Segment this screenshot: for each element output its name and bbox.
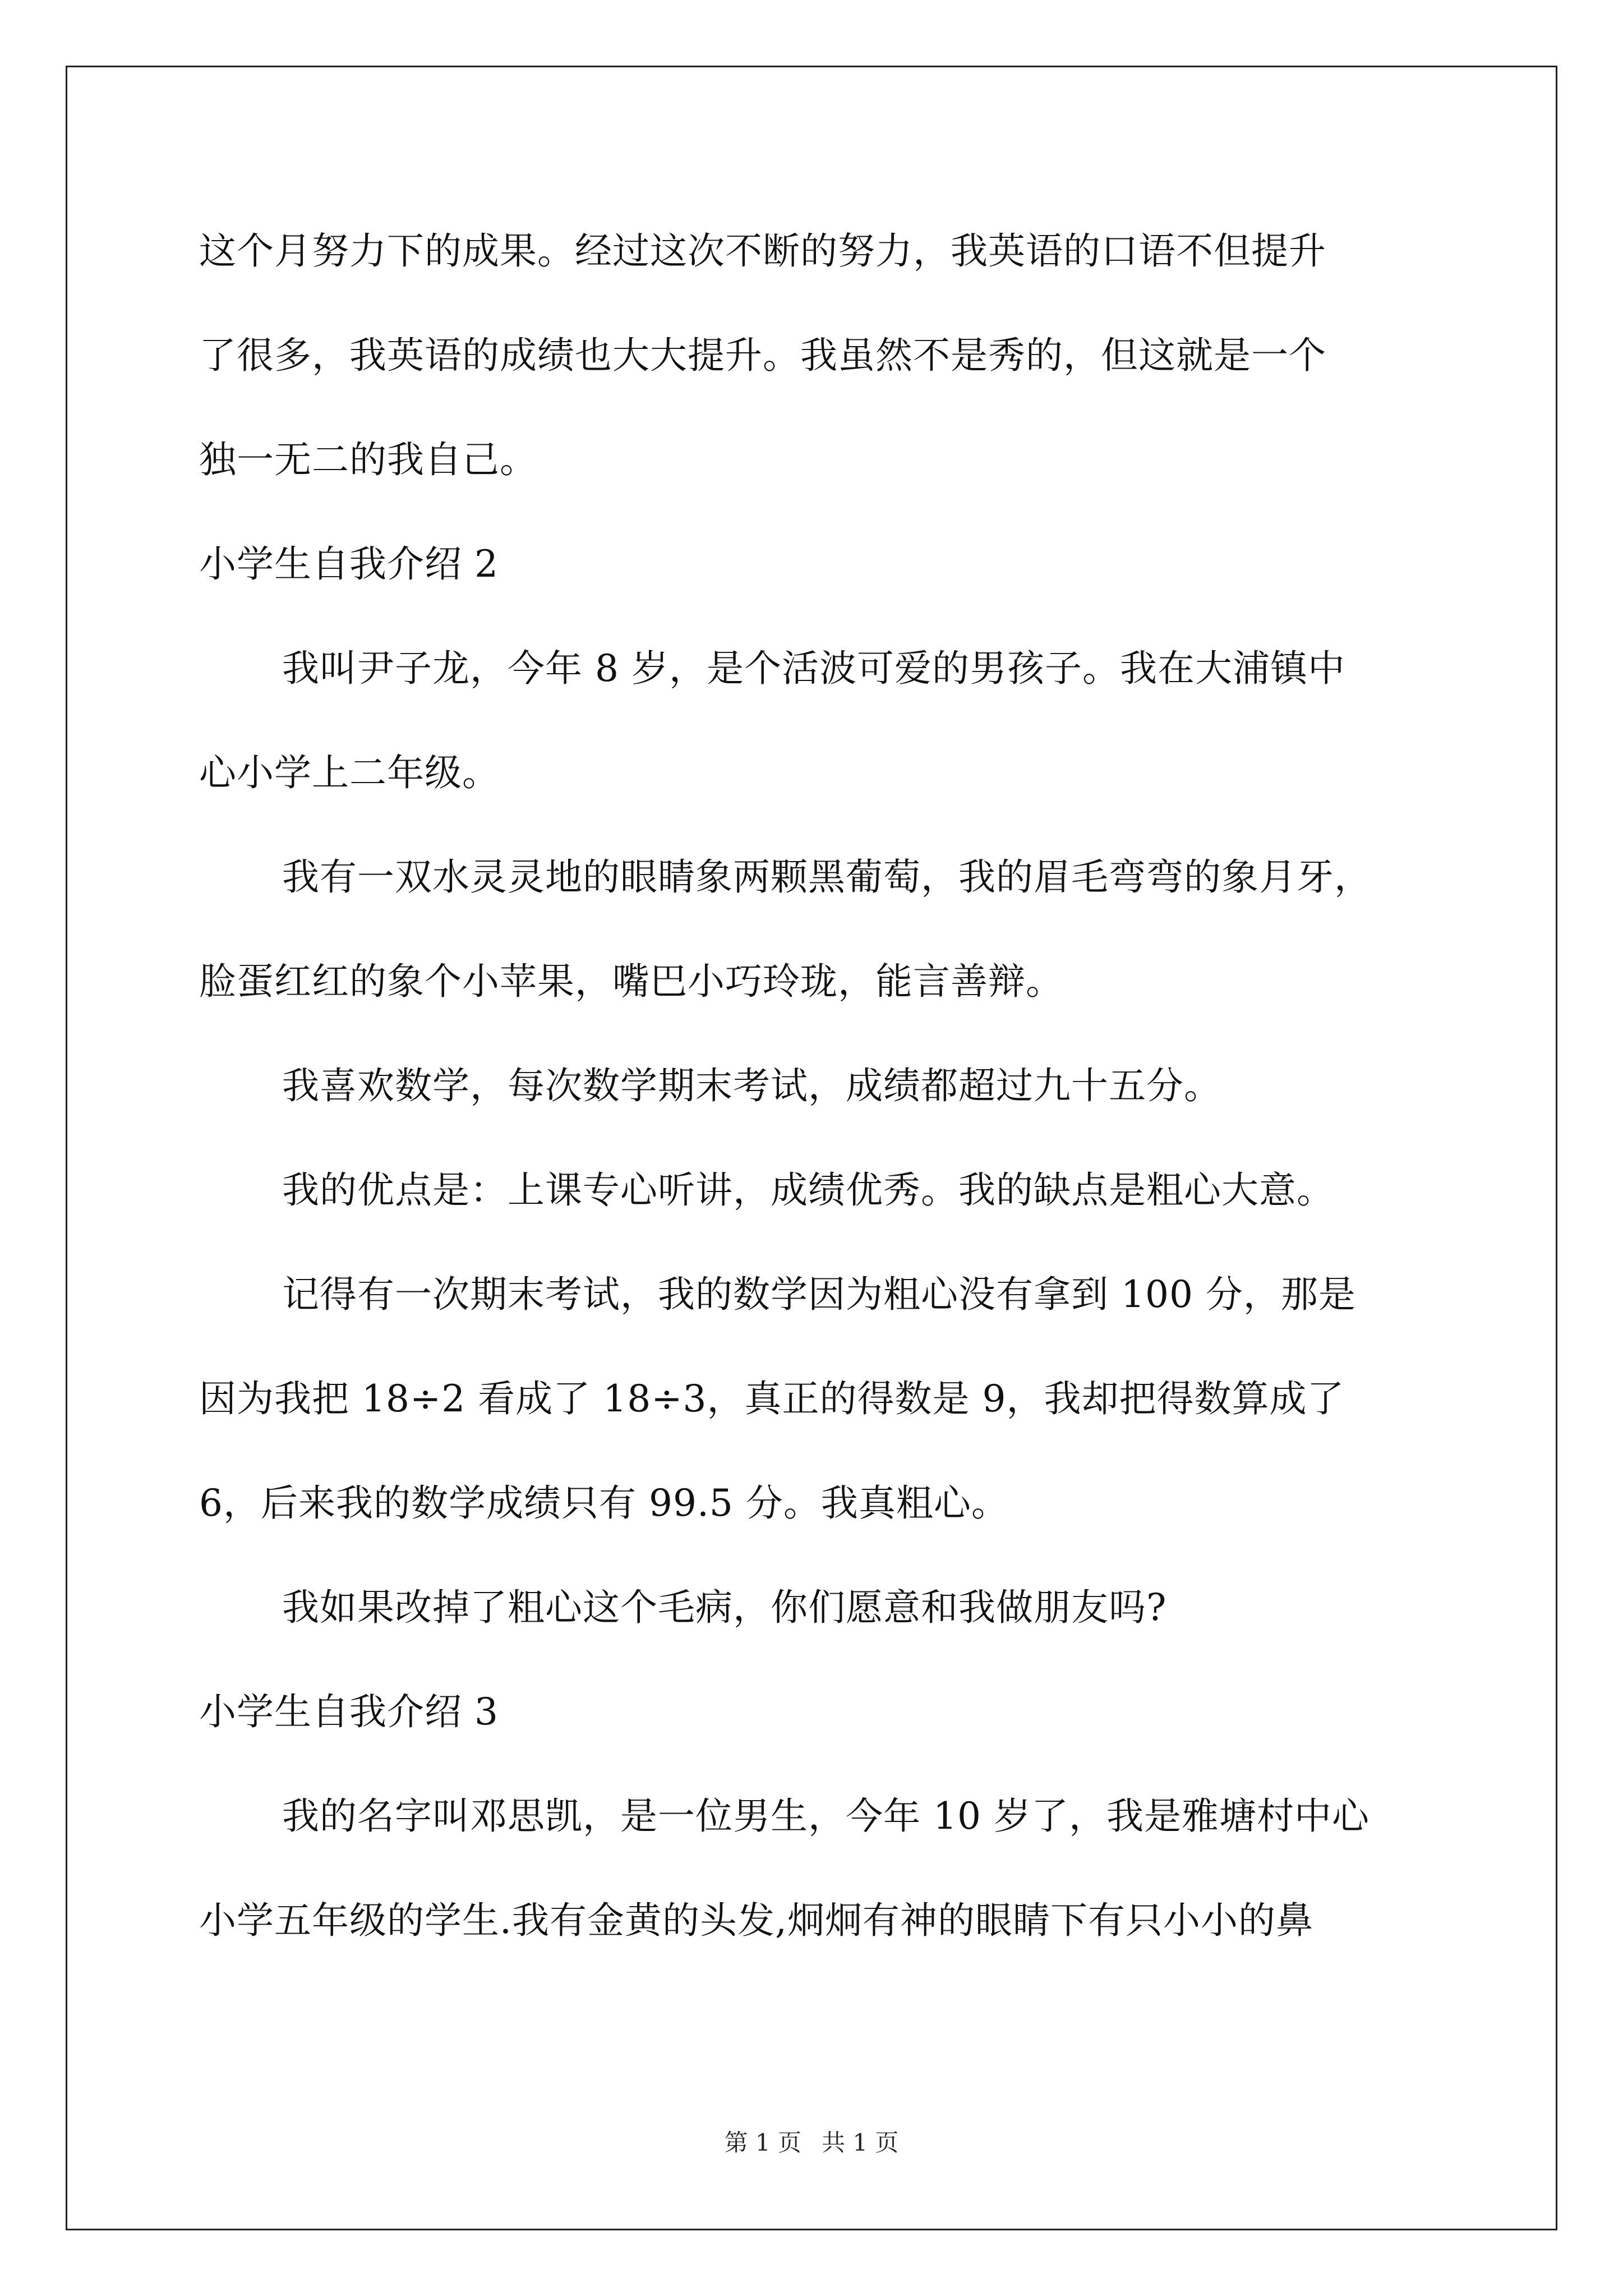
text-line-17: 小学五年级的学生.我有金黄的头发,炯炯有神的眼睛下有只小小的鼻 (199, 1899, 1313, 1942)
section-heading-3: 小学生自我介绍 3 (199, 1690, 499, 1733)
page-footer (0, 2129, 1623, 2157)
text-line-16: 我的名字叫邓思凯，是一位男生，今年 10 岁了，我是雅塘村中心 (282, 1795, 1370, 1838)
text-line-7: 我有一双水灵灵地的眼睛象两颗黑葡萄，我的眉毛弯弯的象月牙， (282, 855, 1372, 899)
text-line-3: 独一无二的我自己。 (199, 438, 537, 481)
text-line-9: 我喜欢数学，每次数学期末考试，成绩都超过九十五分。 (282, 1064, 1221, 1107)
text-line-10: 我的优点是：上课专心听讲，成绩优秀。我的缺点是粗心大意。 (282, 1168, 1334, 1212)
text-line-8: 脸蛋红红的象个小苹果，嘴巴小巧玲珑，能言善辩。 (199, 960, 1063, 1003)
section-heading-2: 小学生自我介绍 2 (199, 542, 499, 586)
page-number-current: 第 1 页 (724, 2129, 801, 2156)
text-line-12: 因为我把 18÷2 看成了 18÷3，真正的得数是 9，我却把得数算成了 (199, 1377, 1345, 1420)
text-line-13: 6，后来我的数学成绩只有 99.5 分。我真粗心。 (199, 1481, 1009, 1525)
text-line-5: 我叫尹子龙，今年 8 岁，是个活波可爱的男孩子。我在大浦镇中 (282, 647, 1345, 690)
text-line-14: 我如果改掉了粗心这个毛病，你们愿意和我做朋友吗? (282, 1586, 1167, 1629)
text-line-2: 了很多，我英语的成绩也大大提升。我虽然不是秀的，但这就是一个 (199, 334, 1326, 377)
text-line-11: 记得有一次期末考试，我的数学因为粗心没有拿到 100 分，那是 (282, 1273, 1356, 1316)
text-line-1: 这个月努力下的成果。经过这次不断的努力，我英语的口语不但提升 (199, 229, 1326, 273)
page-number-total: 共 1 页 (822, 2129, 899, 2156)
text-line-6: 心小学上二年级。 (199, 751, 500, 794)
